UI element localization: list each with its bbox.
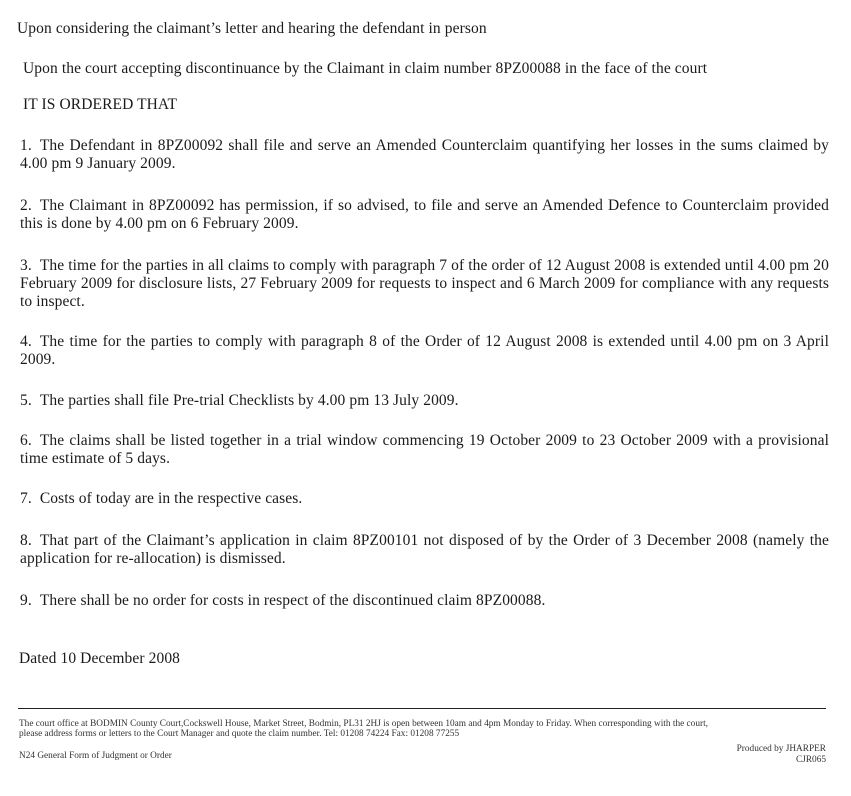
order-paragraph-1 <box>20 137 829 173</box>
paragraph-text: The time for the parties in all claims to comply with paragraph 7 of the order of 12 August 2008 is extended until 4.00 pm 20 February 2009 for disclosure lists, 27 February 2009 for requests to inspect and 6 March 2009 for compliance with any requests to inspect. <box>20 257 829 310</box>
paragraph-number: 1. <box>20 137 32 154</box>
order-paragraph-8 <box>20 532 829 568</box>
order-paragraph-4 <box>20 333 829 369</box>
paragraph-number: 2. <box>20 197 32 214</box>
paragraph-number: 6. <box>20 432 32 449</box>
paragraph-text: The claims shall be listed together in a trial window commencing 19 October 2009 to 23 October 2009 with a provisional time estimate of 5 days. <box>20 432 829 467</box>
form-name: N24 General Form of Judgment or Order <box>19 751 172 761</box>
paragraph-text: Costs of today are in the respective cases. <box>39 490 303 507</box>
paragraph-number: 7. <box>20 490 32 507</box>
dated-line: Dated 10 December 2008 <box>19 650 181 667</box>
paragraph-number: 3. <box>20 257 32 274</box>
paragraph-text: The parties shall file Pre-trial Checklists by 4.00 pm 13 July 2009. <box>39 392 459 409</box>
paragraph-number: 8. <box>20 532 32 549</box>
order-paragraph-3 <box>20 257 829 311</box>
order-paragraph-5 <box>20 392 829 410</box>
form-code: CJR065 <box>796 755 826 765</box>
paragraph-text: That part of the Claimant’s application in claim 8PZ00101 not disposed of by the Order of 3 December 2008 (namely the application for re-allocation) is dismissed. <box>20 532 829 567</box>
footer-divider <box>18 708 826 709</box>
paragraph-number: 9. <box>20 592 32 609</box>
order-paragraph-6 <box>20 432 829 468</box>
paragraph-number: 4. <box>20 333 32 350</box>
footer-correspondence-line: please address forms or letters to the Court Manager and quote the claim number. Tel: 01208 74224 Fax: 01208 77255 <box>19 729 460 739</box>
paragraph-text: The Claimant in 8PZ00092 has permission, if so advised, to file and serve an Amended Defence to Counterclaim provided this is done by 4.00 pm on 6 February 2009. <box>20 197 829 232</box>
intro-line-1: Upon considering the claimant’s letter and hearing the defendant in person <box>17 20 487 37</box>
intro-line-2: Upon the court accepting discontinuance by the Claimant in claim number 8PZ00088 in the face of the court <box>23 60 708 77</box>
footer-court-office-line: The court office at BODMIN County Court,Cockswell House, Market Street, Bodmin, PL31 2HJ is open between 10am and 4pm Monday to Friday. When corresponding with the court, <box>19 719 708 729</box>
order-paragraph-7 <box>20 490 829 508</box>
paragraph-text: The Defendant in 8PZ00092 shall file and serve an Amended Counterclaim quantifying her losses in the sums claimed by 4.00 pm 9 January 2009. <box>20 137 829 172</box>
paragraph-text: The time for the parties to comply with paragraph 8 of the Order of 12 August 2008 is extended until 4.00 pm on 3 April 2009. <box>20 333 829 368</box>
paragraph-number: 5. <box>20 392 32 409</box>
order-paragraph-2 <box>20 197 829 233</box>
order-heading: IT IS ORDERED THAT <box>23 96 178 113</box>
paragraph-text: There shall be no order for costs in respect of the discontinued claim 8PZ00088. <box>39 592 546 609</box>
produced-by: Produced by JHARPER <box>736 744 826 754</box>
order-paragraph-9 <box>20 592 829 610</box>
